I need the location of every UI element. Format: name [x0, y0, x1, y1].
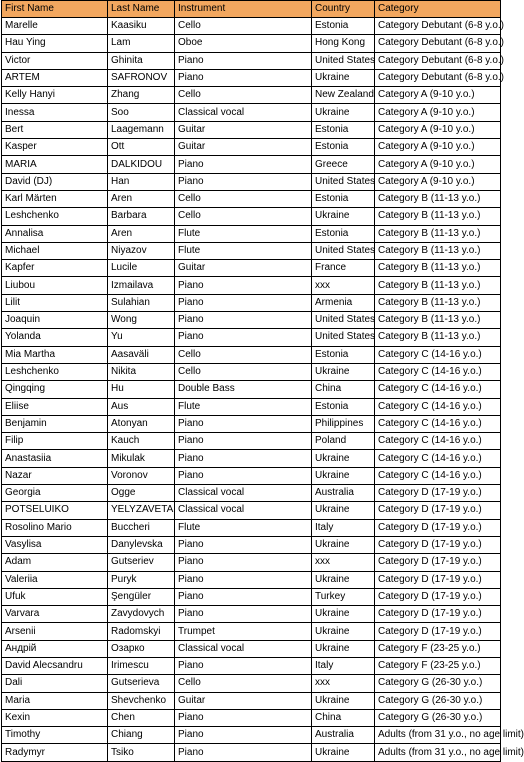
cell-category[interactable]: Category C (14-16 y.o.)	[375, 433, 501, 450]
cell-instrument[interactable]: Flute	[175, 225, 312, 242]
table-row	[2, 536, 501, 553]
cell-country[interactable]: Estonia	[312, 18, 375, 35]
cell-category[interactable]: Category Debutant (6-8 y.o.)	[375, 69, 501, 86]
header-instrument: Instrument	[175, 1, 312, 18]
cell-last-name[interactable]: Wong	[108, 312, 175, 329]
cell-last-name[interactable]: Nikita	[108, 363, 175, 380]
cell-instrument[interactable]: Flute	[175, 398, 312, 415]
cell-instrument[interactable]: Classical vocal	[175, 502, 312, 519]
cell-first-name[interactable]: Adam	[2, 554, 108, 571]
cell-category[interactable]: Category A (9-10 y.o.)	[375, 104, 501, 121]
table-row	[2, 485, 501, 502]
cell-first-name[interactable]: Leshchenko	[2, 363, 108, 380]
table-row	[2, 606, 501, 623]
cell-last-name[interactable]: Laagemann	[108, 121, 175, 138]
cell-category[interactable]: Category B (11-13 y.o.)	[375, 329, 501, 346]
cell-instrument[interactable]: Cello	[175, 18, 312, 35]
cell-category[interactable]: Category B (11-13 y.o.)	[375, 294, 501, 311]
cell-first-name[interactable]: Timothy	[2, 727, 108, 744]
cell-country[interactable]: Ukraine	[312, 450, 375, 467]
cell-instrument[interactable]: Double Bass	[175, 381, 312, 398]
cell-last-name[interactable]: YELYZAVETA	[108, 502, 175, 519]
table-row	[2, 467, 501, 484]
table-row	[2, 294, 501, 311]
table-row	[2, 381, 501, 398]
table-row	[2, 398, 501, 415]
cell-first-name[interactable]: Michael	[2, 242, 108, 259]
cell-first-name[interactable]: Kapfer	[2, 260, 108, 277]
cell-last-name[interactable]: Ghinita	[108, 52, 175, 69]
cell-instrument[interactable]: Cello	[175, 87, 312, 104]
cell-category[interactable]: Category B (11-13 y.o.)	[375, 242, 501, 259]
table-row	[2, 554, 501, 571]
cell-last-name[interactable]: Gutseriev	[108, 554, 175, 571]
cell-category[interactable]: Category A (9-10 y.o.)	[375, 156, 501, 173]
cell-first-name[interactable]: Filip	[2, 433, 108, 450]
cell-country[interactable]: Ukraine	[312, 104, 375, 121]
cell-first-name[interactable]: Valeriia	[2, 571, 108, 588]
cell-instrument[interactable]: Cello	[175, 675, 312, 692]
cell-instrument[interactable]: Guitar	[175, 139, 312, 156]
cell-instrument[interactable]: Piano	[175, 467, 312, 484]
cell-country[interactable]: Ukraine	[312, 640, 375, 657]
cell-country[interactable]: Greece	[312, 156, 375, 173]
cell-instrument[interactable]: Piano	[175, 657, 312, 674]
cell-category[interactable]: Category A (9-10 y.o.)	[375, 87, 501, 104]
cell-country[interactable]: China	[312, 381, 375, 398]
cell-last-name[interactable]: Izmailava	[108, 277, 175, 294]
cell-first-name[interactable]: Maria	[2, 692, 108, 709]
cell-category[interactable]: Category D (17-19 y.o.)	[375, 536, 501, 553]
table-row	[2, 18, 501, 35]
table-row	[2, 121, 501, 138]
cell-category[interactable]: Adults (from 31 y.o., no age limit)	[375, 744, 501, 761]
cell-first-name[interactable]: Radymyr	[2, 744, 108, 761]
table-row	[2, 312, 501, 329]
cell-country[interactable]: New Zealand	[312, 87, 375, 104]
cell-country[interactable]: Australia	[312, 727, 375, 744]
cell-instrument[interactable]: Cello	[175, 190, 312, 207]
cell-last-name[interactable]: Barbara	[108, 208, 175, 225]
cell-country[interactable]: Italy	[312, 519, 375, 536]
cell-first-name[interactable]: Bert	[2, 121, 108, 138]
cell-category[interactable]: Category C (14-16 y.o.)	[375, 381, 501, 398]
cell-last-name[interactable]: Ogge	[108, 485, 175, 502]
cell-first-name[interactable]: Georgia	[2, 485, 108, 502]
cell-first-name[interactable]: Arsenii	[2, 623, 108, 640]
cell-category[interactable]: Category D (17-19 y.o.)	[375, 623, 501, 640]
cell-instrument[interactable]: Piano	[175, 277, 312, 294]
cell-last-name[interactable]: Aus	[108, 398, 175, 415]
header-last-name: Last Name	[108, 1, 175, 18]
cell-country[interactable]: Estonia	[312, 139, 375, 156]
cell-category[interactable]: Category D (17-19 y.o.)	[375, 588, 501, 605]
cell-category[interactable]: Category D (17-19 y.o.)	[375, 485, 501, 502]
cell-country[interactable]: United States	[312, 329, 375, 346]
cell-first-name[interactable]: MARIA	[2, 156, 108, 173]
cell-instrument[interactable]: Guitar	[175, 260, 312, 277]
cell-category[interactable]: Category B (11-13 y.o.)	[375, 225, 501, 242]
table-row	[2, 156, 501, 173]
table-row	[2, 640, 501, 657]
cell-last-name[interactable]: SAFRONOV	[108, 69, 175, 86]
table-row	[2, 519, 501, 536]
table-row	[2, 675, 501, 692]
cell-country[interactable]: Ukraine	[312, 467, 375, 484]
cell-first-name[interactable]: Dali	[2, 675, 108, 692]
cell-instrument[interactable]: Piano	[175, 415, 312, 432]
cell-instrument[interactable]: Classical vocal	[175, 104, 312, 121]
cell-instrument[interactable]: Piano	[175, 312, 312, 329]
table-row	[2, 502, 501, 519]
cell-instrument[interactable]: Piano	[175, 329, 312, 346]
cell-country[interactable]: Estonia	[312, 190, 375, 207]
cell-category[interactable]: Category B (11-13 y.o.)	[375, 277, 501, 294]
cell-category[interactable]: Category C (14-16 y.o.)	[375, 450, 501, 467]
cell-country[interactable]: Estonia	[312, 225, 375, 242]
table-row	[2, 657, 501, 674]
cell-last-name[interactable]: Mikulak	[108, 450, 175, 467]
cell-category[interactable]: Category D (17-19 y.o.)	[375, 519, 501, 536]
cell-last-name[interactable]: Shevchenko	[108, 692, 175, 709]
cell-last-name[interactable]: Ott	[108, 139, 175, 156]
cell-category[interactable]: Category G (26-30 y.o.)	[375, 709, 501, 726]
cell-last-name[interactable]: Zhang	[108, 87, 175, 104]
cell-instrument[interactable]: Flute	[175, 519, 312, 536]
cell-instrument[interactable]: Piano	[175, 571, 312, 588]
cell-country[interactable]: Philippines	[312, 415, 375, 432]
cell-country[interactable]: Turkey	[312, 588, 375, 605]
participants-table	[1, 0, 524, 762]
cell-first-name[interactable]: Leshchenko	[2, 208, 108, 225]
cell-last-name[interactable]: Zavydovych	[108, 606, 175, 623]
cell-instrument[interactable]: Piano	[175, 433, 312, 450]
header-country: Country	[312, 1, 375, 18]
table-row	[2, 346, 501, 363]
table-row	[2, 727, 501, 744]
cell-first-name[interactable]: Kexin	[2, 709, 108, 726]
cell-first-name[interactable]: Mia Martha	[2, 346, 108, 363]
cell-first-name[interactable]: Kelly Hanyi	[2, 87, 108, 104]
cell-last-name[interactable]: Atonyan	[108, 415, 175, 432]
cell-last-name[interactable]: Aasaväli	[108, 346, 175, 363]
cell-instrument[interactable]: Cello	[175, 208, 312, 225]
cell-category[interactable]: Category C (14-16 y.o.)	[375, 363, 501, 380]
cell-instrument[interactable]: Cello	[175, 363, 312, 380]
cell-country[interactable]: Ukraine	[312, 606, 375, 623]
cell-country[interactable]: Ukraine	[312, 692, 375, 709]
cell-country[interactable]: United States	[312, 173, 375, 190]
cell-last-name[interactable]: Aren	[108, 190, 175, 207]
cell-instrument[interactable]: Piano	[175, 52, 312, 69]
table-row	[2, 190, 501, 207]
table-row	[2, 709, 501, 726]
cell-last-name[interactable]: Şengüler	[108, 588, 175, 605]
cell-last-name[interactable]: Danylevska	[108, 536, 175, 553]
table-header	[2, 1, 501, 18]
cell-instrument[interactable]: Guitar	[175, 692, 312, 709]
table-row	[2, 623, 501, 640]
cell-instrument[interactable]: Piano	[175, 709, 312, 726]
cell-country[interactable]: xxx	[312, 277, 375, 294]
table-row	[2, 104, 501, 121]
cell-country[interactable]: xxx	[312, 554, 375, 571]
table-row	[2, 588, 501, 605]
cell-instrument[interactable]: Trumpet	[175, 623, 312, 640]
cell-first-name[interactable]: Annalisa	[2, 225, 108, 242]
cell-last-name[interactable]: Chiang	[108, 727, 175, 744]
cell-country[interactable]: Ukraine	[312, 208, 375, 225]
cell-last-name[interactable]: Озарко	[108, 640, 175, 657]
header-category: Category	[375, 1, 501, 18]
cell-instrument[interactable]: Oboe	[175, 35, 312, 52]
cell-last-name[interactable]: Lam	[108, 35, 175, 52]
cell-last-name[interactable]: Kaasiku	[108, 18, 175, 35]
table-row	[2, 415, 501, 432]
table-row	[2, 692, 501, 709]
cell-last-name[interactable]: Yu	[108, 329, 175, 346]
cell-first-name[interactable]: Lilit	[2, 294, 108, 311]
cell-first-name[interactable]: David (DJ)	[2, 173, 108, 190]
table-row	[2, 173, 501, 190]
cell-first-name[interactable]: David Alecsandru	[2, 657, 108, 674]
cell-first-name[interactable]: Qingqing	[2, 381, 108, 398]
cell-country[interactable]: Ukraine	[312, 744, 375, 761]
cell-category[interactable]: Category Debutant (6-8 y.o.)	[375, 35, 501, 52]
cell-instrument[interactable]: Flute	[175, 242, 312, 259]
cell-category[interactable]: Category C (14-16 y.o.)	[375, 415, 501, 432]
table-row	[2, 329, 501, 346]
cell-category[interactable]: Category F (23-25 y.o.)	[375, 657, 501, 674]
cell-instrument[interactable]: Classical vocal	[175, 640, 312, 657]
cell-country[interactable]: Italy	[312, 657, 375, 674]
cell-instrument[interactable]: Piano	[175, 536, 312, 553]
cell-last-name[interactable]: Soo	[108, 104, 175, 121]
table-row	[2, 433, 501, 450]
cell-instrument[interactable]: Cello	[175, 346, 312, 363]
cell-category[interactable]: Category Debutant (6-8 y.o.)	[375, 52, 501, 69]
cell-country[interactable]: Ukraine	[312, 571, 375, 588]
cell-country[interactable]: Ukraine	[312, 502, 375, 519]
cell-instrument[interactable]: Piano	[175, 554, 312, 571]
table-row	[2, 52, 501, 69]
cell-category[interactable]: Category F (23-25 y.o.)	[375, 640, 501, 657]
cell-first-name[interactable]: Vasylisa	[2, 536, 108, 553]
cell-category[interactable]: Category D (17-19 y.o.)	[375, 502, 501, 519]
cell-last-name[interactable]: Niyazov	[108, 242, 175, 259]
cell-first-name[interactable]: Victor	[2, 52, 108, 69]
cell-country[interactable]: xxx	[312, 675, 375, 692]
cell-country[interactable]: Armenia	[312, 294, 375, 311]
cell-last-name[interactable]: Tsiko	[108, 744, 175, 761]
cell-last-name[interactable]: DALKIDOU	[108, 156, 175, 173]
cell-country[interactable]: United States	[312, 312, 375, 329]
cell-country[interactable]: Ukraine	[312, 536, 375, 553]
table-row	[2, 450, 501, 467]
cell-instrument[interactable]: Guitar	[175, 121, 312, 138]
table-body	[2, 18, 524, 762]
cell-first-name[interactable]: Андрій	[2, 640, 108, 657]
cell-first-name[interactable]: ARTEM	[2, 69, 108, 86]
cell-instrument[interactable]: Piano	[175, 744, 312, 761]
cell-last-name[interactable]: Aren	[108, 225, 175, 242]
cell-first-name[interactable]: Anastasiia	[2, 450, 108, 467]
cell-category[interactable]: Category Debutant (6-8 y.o.)	[375, 18, 501, 35]
table-row	[2, 87, 501, 104]
cell-category[interactable]: Category B (11-13 y.o.)	[375, 312, 501, 329]
cell-last-name[interactable]: Hu	[108, 381, 175, 398]
cell-instrument[interactable]: Piano	[175, 727, 312, 744]
cell-category[interactable]: Category A (9-10 y.o.)	[375, 173, 501, 190]
cell-category[interactable]: Category C (14-16 y.o.)	[375, 467, 501, 484]
cell-category[interactable]: Category C (14-16 y.o.)	[375, 398, 501, 415]
cell-instrument[interactable]: Classical vocal	[175, 485, 312, 502]
cell-country[interactable]: United States	[312, 242, 375, 259]
cell-category[interactable]: Category B (11-13 y.o.)	[375, 190, 501, 207]
cell-country[interactable]: China	[312, 709, 375, 726]
cell-last-name[interactable]: Puryk	[108, 571, 175, 588]
cell-country[interactable]: Estonia	[312, 121, 375, 138]
cell-first-name[interactable]: Joaquin	[2, 312, 108, 329]
table-row	[2, 260, 501, 277]
cell-category[interactable]: Category B (11-13 y.o.)	[375, 260, 501, 277]
cell-country[interactable]: Hong Kong	[312, 35, 375, 52]
cell-country[interactable]: Poland	[312, 433, 375, 450]
cell-first-name[interactable]: Inessa	[2, 104, 108, 121]
cell-category[interactable]: Category A (9-10 y.o.)	[375, 139, 501, 156]
table-row	[2, 744, 501, 761]
cell-first-name[interactable]: Hau Ying	[2, 35, 108, 52]
cell-first-name[interactable]: Kasper	[2, 139, 108, 156]
cell-instrument[interactable]: Piano	[175, 69, 312, 86]
cell-category[interactable]: Adults (from 31 y.o., no age limit)	[375, 727, 501, 744]
table-row	[2, 363, 501, 380]
cell-last-name[interactable]: Kauch	[108, 433, 175, 450]
cell-category[interactable]: Category C (14-16 y.o.)	[375, 346, 501, 363]
cell-first-name[interactable]: Eliise	[2, 398, 108, 415]
table-row	[2, 225, 501, 242]
cell-first-name[interactable]: Liubou	[2, 277, 108, 294]
cell-instrument[interactable]: Piano	[175, 294, 312, 311]
cell-instrument[interactable]: Piano	[175, 156, 312, 173]
table-row	[2, 571, 501, 588]
cell-last-name[interactable]: Buccheri	[108, 519, 175, 536]
cell-last-name[interactable]: Gutserieva	[108, 675, 175, 692]
cell-first-name[interactable]: POTSELUIKO	[2, 502, 108, 519]
cell-country[interactable]: Estonia	[312, 346, 375, 363]
cell-last-name[interactable]: Han	[108, 173, 175, 190]
cell-country[interactable]: Ukraine	[312, 363, 375, 380]
cell-country[interactable]: Ukraine	[312, 69, 375, 86]
cell-last-name[interactable]: Sulahian	[108, 294, 175, 311]
header-row	[2, 1, 501, 18]
cell-last-name[interactable]: Irimescu	[108, 657, 175, 674]
cell-first-name[interactable]: Varvara	[2, 606, 108, 623]
cell-last-name[interactable]: Lucile	[108, 260, 175, 277]
cell-country[interactable]: United States	[312, 52, 375, 69]
cell-country[interactable]: Estonia	[312, 398, 375, 415]
cell-country[interactable]: Australia	[312, 485, 375, 502]
cell-first-name[interactable]: Marelle	[2, 18, 108, 35]
cell-last-name[interactable]: Chen	[108, 709, 175, 726]
header-first-name: First Name	[2, 1, 108, 18]
cell-first-name[interactable]: Benjamin	[2, 415, 108, 432]
cell-category[interactable]: Category A (9-10 y.o.)	[375, 121, 501, 138]
cell-category[interactable]: Category B (11-13 y.o.)	[375, 208, 501, 225]
cell-first-name[interactable]: Yolanda	[2, 329, 108, 346]
cell-instrument[interactable]: Piano	[175, 606, 312, 623]
table-row	[2, 35, 501, 52]
cell-country[interactable]: Ukraine	[312, 623, 375, 640]
table-row	[2, 242, 501, 259]
cell-country[interactable]: France	[312, 260, 375, 277]
cell-instrument[interactable]: Piano	[175, 173, 312, 190]
cell-first-name[interactable]: Ufuk	[2, 588, 108, 605]
cell-last-name[interactable]: Voronov	[108, 467, 175, 484]
cell-instrument[interactable]: Piano	[175, 450, 312, 467]
cell-category[interactable]: Category D (17-19 y.o.)	[375, 606, 501, 623]
cell-category[interactable]: Category G (26-30 y.o.)	[375, 675, 501, 692]
cell-first-name[interactable]: Karl Märten	[2, 190, 108, 207]
cell-category[interactable]: Category D (17-19 y.o.)	[375, 554, 501, 571]
cell-category[interactable]: Category G (26-30 y.o.)	[375, 692, 501, 709]
table-row	[2, 69, 501, 86]
cell-last-name[interactable]: Radomskyi	[108, 623, 175, 640]
cell-instrument[interactable]: Piano	[175, 588, 312, 605]
table-row	[2, 208, 501, 225]
cell-category[interactable]: Category D (17-19 y.o.)	[375, 571, 501, 588]
table-row	[2, 139, 501, 156]
cell-first-name[interactable]: Rosolino Mario	[2, 519, 108, 536]
table-row	[2, 277, 501, 294]
cell-first-name[interactable]: Nazar	[2, 467, 108, 484]
